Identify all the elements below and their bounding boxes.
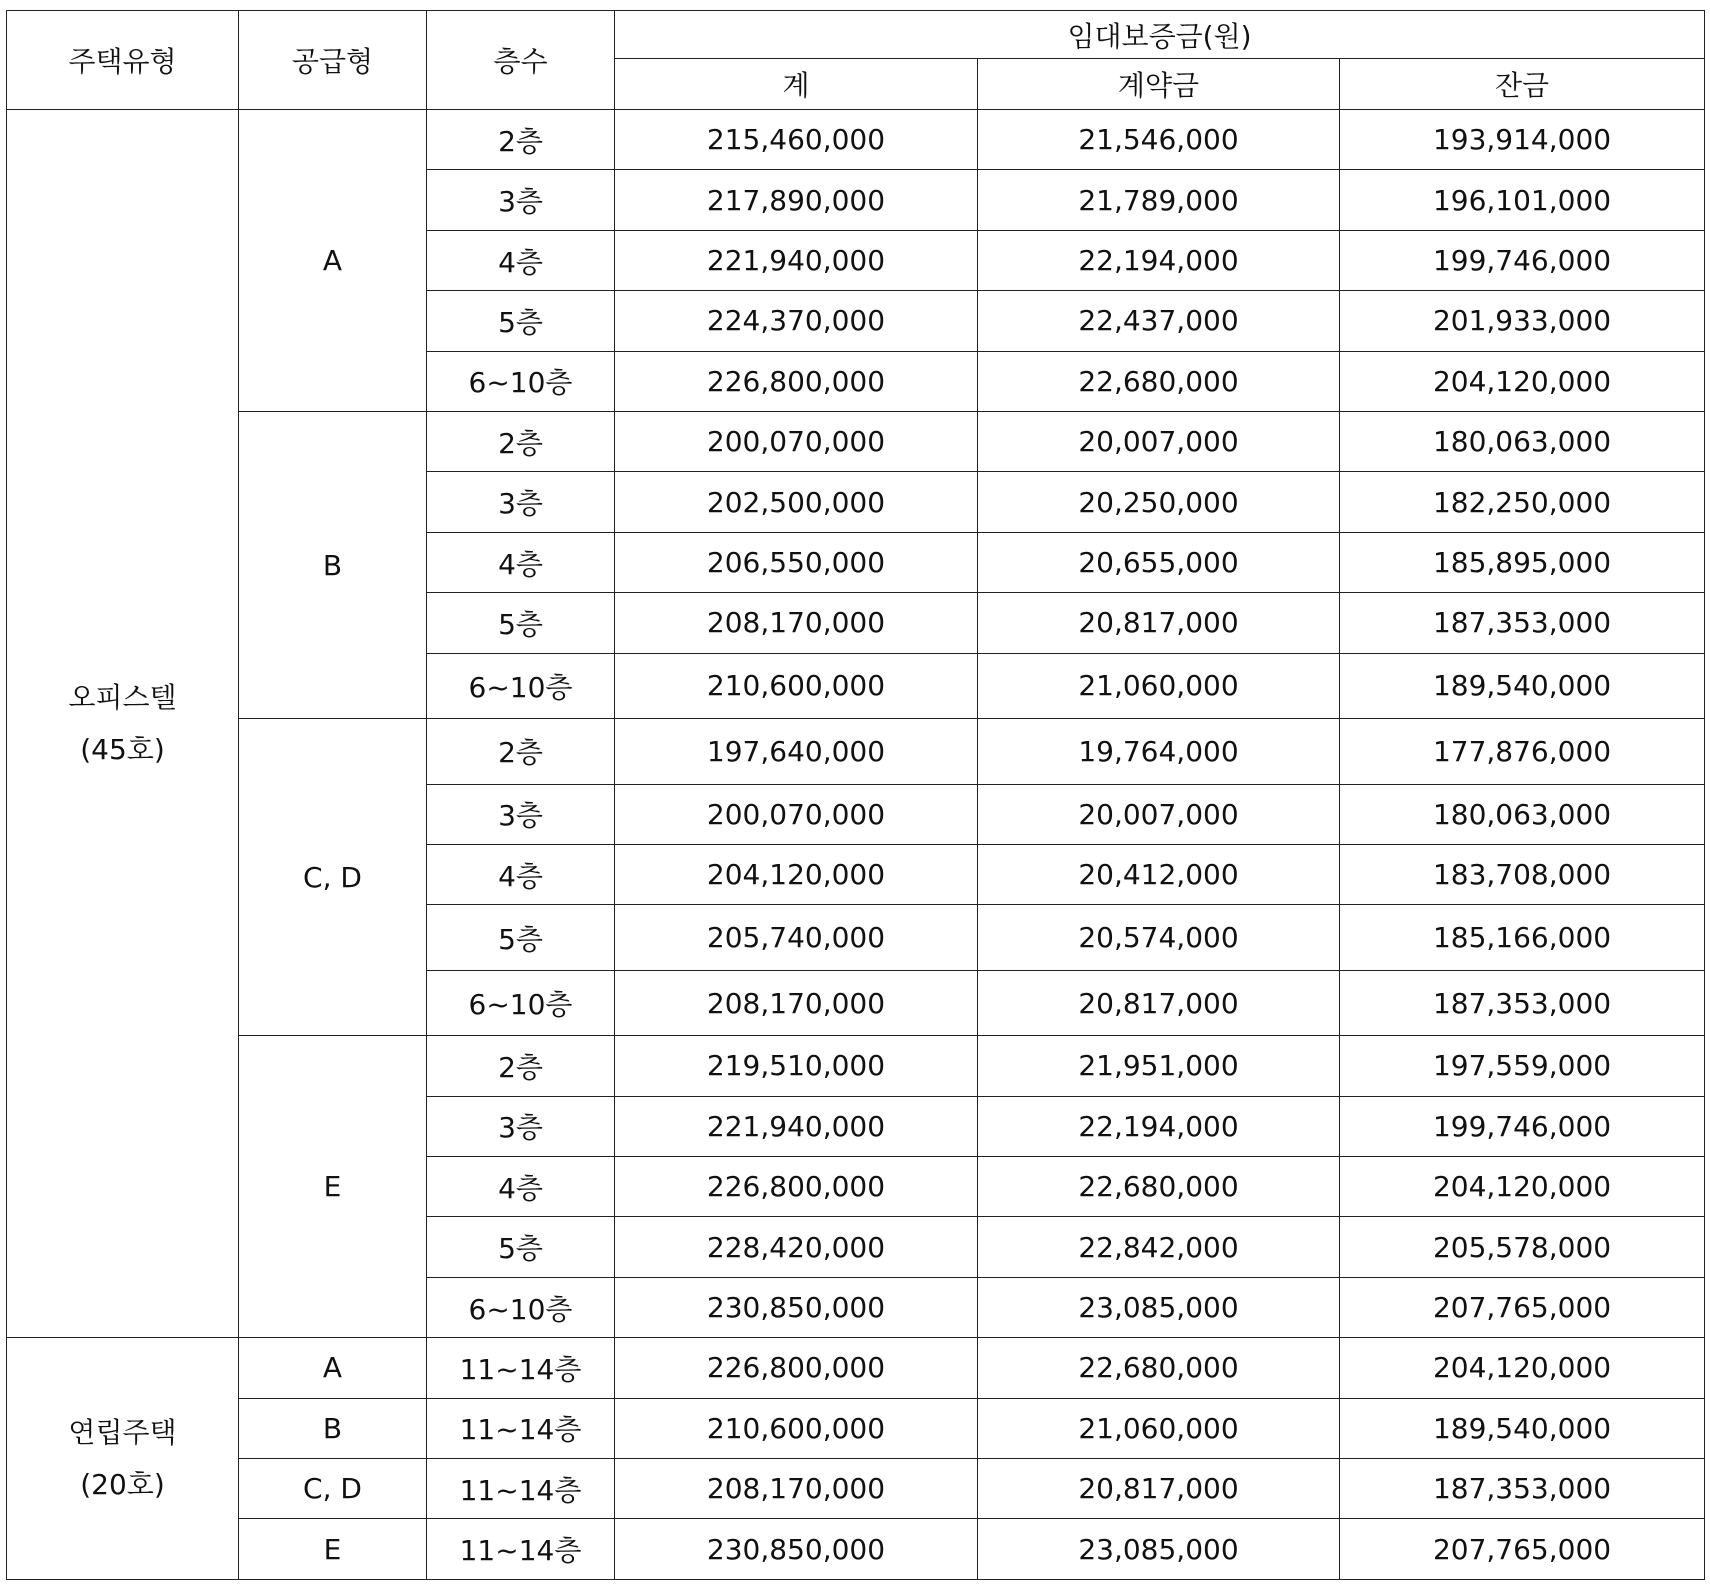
contract-cell: 22,194,000	[978, 1096, 1340, 1156]
balance-cell: 180,063,000	[1340, 784, 1705, 844]
total-cell: 226,800,000	[615, 351, 978, 411]
table-body	[7, 110, 1705, 1580]
balance-cell: 204,120,000	[1340, 351, 1705, 411]
total-cell: 217,890,000	[615, 170, 978, 230]
floor-cell: 6~10층	[427, 1277, 615, 1337]
table-row	[7, 1338, 1705, 1398]
contract-cell: 23,085,000	[978, 1277, 1340, 1337]
header-deposit: 임대보증금(원)	[615, 11, 1705, 59]
balance-cell: 204,120,000	[1340, 1338, 1705, 1398]
contract-cell: 21,789,000	[978, 170, 1340, 230]
floor-cell: 5층	[427, 1217, 615, 1277]
contract-cell: 20,412,000	[978, 844, 1340, 904]
contract-cell: 20,655,000	[978, 532, 1340, 592]
balance-cell: 205,578,000	[1340, 1217, 1705, 1277]
contract-cell: 20,817,000	[978, 970, 1340, 1035]
table-row	[7, 719, 1705, 784]
contract-cell: 20,250,000	[978, 472, 1340, 532]
table-row	[7, 110, 1705, 170]
floor-cell: 11~14층	[427, 1459, 615, 1519]
total-cell: 230,850,000	[615, 1519, 978, 1580]
balance-cell: 187,353,000	[1340, 970, 1705, 1035]
balance-cell: 196,101,000	[1340, 170, 1705, 230]
balance-cell: 185,166,000	[1340, 905, 1705, 970]
floor-cell: 11~14층	[427, 1398, 615, 1458]
contract-cell: 22,680,000	[978, 351, 1340, 411]
supply-type-cell: B	[239, 412, 427, 719]
total-cell: 205,740,000	[615, 905, 978, 970]
total-cell: 200,070,000	[615, 784, 978, 844]
balance-cell: 193,914,000	[1340, 110, 1705, 170]
header-contract: 계약금	[978, 59, 1340, 110]
contract-cell: 20,007,000	[978, 784, 1340, 844]
balance-cell: 180,063,000	[1340, 412, 1705, 472]
contract-cell: 21,060,000	[978, 653, 1340, 718]
total-cell: 221,940,000	[615, 1096, 978, 1156]
table-row	[7, 1036, 1705, 1096]
contract-cell: 22,437,000	[978, 291, 1340, 351]
contract-cell: 23,085,000	[978, 1519, 1340, 1580]
balance-cell: 207,765,000	[1340, 1519, 1705, 1580]
floor-cell: 4층	[427, 230, 615, 290]
total-cell: 200,070,000	[615, 412, 978, 472]
balance-cell: 197,559,000	[1340, 1036, 1705, 1096]
floor-cell: 6~10층	[427, 653, 615, 718]
total-cell: 208,170,000	[615, 970, 978, 1035]
balance-cell: 182,250,000	[1340, 472, 1705, 532]
supply-type-cell: C, D	[239, 1459, 427, 1519]
total-cell: 221,940,000	[615, 230, 978, 290]
contract-cell: 21,060,000	[978, 1398, 1340, 1458]
total-cell: 226,800,000	[615, 1157, 978, 1217]
floor-cell: 3층	[427, 1096, 615, 1156]
total-cell: 226,800,000	[615, 1338, 978, 1398]
total-cell: 202,500,000	[615, 472, 978, 532]
total-cell: 215,460,000	[615, 110, 978, 170]
balance-cell: 201,933,000	[1340, 291, 1705, 351]
table-row	[7, 412, 1705, 472]
header-housing-type: 주택유형	[7, 11, 239, 110]
total-cell: 210,600,000	[615, 1398, 978, 1458]
floor-cell: 5층	[427, 593, 615, 653]
total-cell: 228,420,000	[615, 1217, 978, 1277]
floor-cell: 11~14층	[427, 1519, 615, 1580]
total-cell: 208,170,000	[615, 1459, 978, 1519]
floor-cell: 4층	[427, 844, 615, 904]
supply-type-cell: A	[239, 110, 427, 412]
balance-cell: 187,353,000	[1340, 593, 1705, 653]
balance-cell: 187,353,000	[1340, 1459, 1705, 1519]
housing-type-name: 연립주택	[68, 1415, 177, 1449]
floor-cell: 4층	[427, 532, 615, 592]
total-cell: 224,370,000	[615, 291, 978, 351]
rental-deposit-table	[6, 10, 1705, 1580]
floor-cell: 2층	[427, 110, 615, 170]
housing-type-name: 오피스텔	[68, 680, 177, 714]
balance-cell: 207,765,000	[1340, 1277, 1705, 1337]
header-balance: 잔금	[1340, 59, 1705, 110]
total-cell: 219,510,000	[615, 1036, 978, 1096]
table-row	[7, 1459, 1705, 1519]
floor-cell: 3층	[427, 472, 615, 532]
header-floor: 층수	[427, 11, 615, 110]
contract-cell: 21,546,000	[978, 110, 1340, 170]
balance-cell: 185,895,000	[1340, 532, 1705, 592]
floor-cell: 5층	[427, 291, 615, 351]
supply-type-cell: E	[239, 1036, 427, 1338]
supply-type-cell: E	[239, 1519, 427, 1580]
contract-cell: 20,007,000	[978, 412, 1340, 472]
total-cell: 208,170,000	[615, 593, 978, 653]
contract-cell: 22,194,000	[978, 230, 1340, 290]
floor-cell: 4층	[427, 1157, 615, 1217]
supply-type-cell: A	[239, 1338, 427, 1398]
floor-cell: 5층	[427, 905, 615, 970]
balance-cell: 204,120,000	[1340, 1157, 1705, 1217]
balance-cell: 189,540,000	[1340, 653, 1705, 718]
floor-cell: 3층	[427, 170, 615, 230]
table-row	[7, 1519, 1705, 1580]
balance-cell: 199,746,000	[1340, 230, 1705, 290]
floor-cell: 2층	[427, 1036, 615, 1096]
contract-cell: 21,951,000	[978, 1036, 1340, 1096]
floor-cell: 2층	[427, 719, 615, 784]
housing-type-count: (20호)	[80, 1467, 165, 1501]
floor-cell: 2층	[427, 412, 615, 472]
housing-type-count: (45호)	[80, 732, 165, 766]
table-row	[7, 1398, 1705, 1458]
housing-type-cell	[7, 1338, 239, 1580]
balance-cell: 183,708,000	[1340, 844, 1705, 904]
header-supply-type: 공급형	[239, 11, 427, 110]
supply-type-cell: B	[239, 1398, 427, 1458]
floor-cell: 6~10층	[427, 970, 615, 1035]
total-cell: 197,640,000	[615, 719, 978, 784]
floor-cell: 6~10층	[427, 351, 615, 411]
contract-cell: 19,764,000	[978, 719, 1340, 784]
contract-cell: 20,817,000	[978, 593, 1340, 653]
total-cell: 210,600,000	[615, 653, 978, 718]
contract-cell: 22,842,000	[978, 1217, 1340, 1277]
balance-cell: 177,876,000	[1340, 719, 1705, 784]
supply-type-cell: C, D	[239, 719, 427, 1036]
total-cell: 204,120,000	[615, 844, 978, 904]
housing-type-cell	[7, 110, 239, 1338]
header-total: 계	[615, 59, 978, 110]
floor-cell: 3층	[427, 784, 615, 844]
contract-cell: 22,680,000	[978, 1157, 1340, 1217]
balance-cell: 199,746,000	[1340, 1096, 1705, 1156]
total-cell: 206,550,000	[615, 532, 978, 592]
contract-cell: 20,574,000	[978, 905, 1340, 970]
total-cell: 230,850,000	[615, 1277, 978, 1337]
floor-cell: 11~14층	[427, 1338, 615, 1398]
contract-cell: 22,680,000	[978, 1338, 1340, 1398]
contract-cell: 20,817,000	[978, 1459, 1340, 1519]
balance-cell: 189,540,000	[1340, 1398, 1705, 1458]
